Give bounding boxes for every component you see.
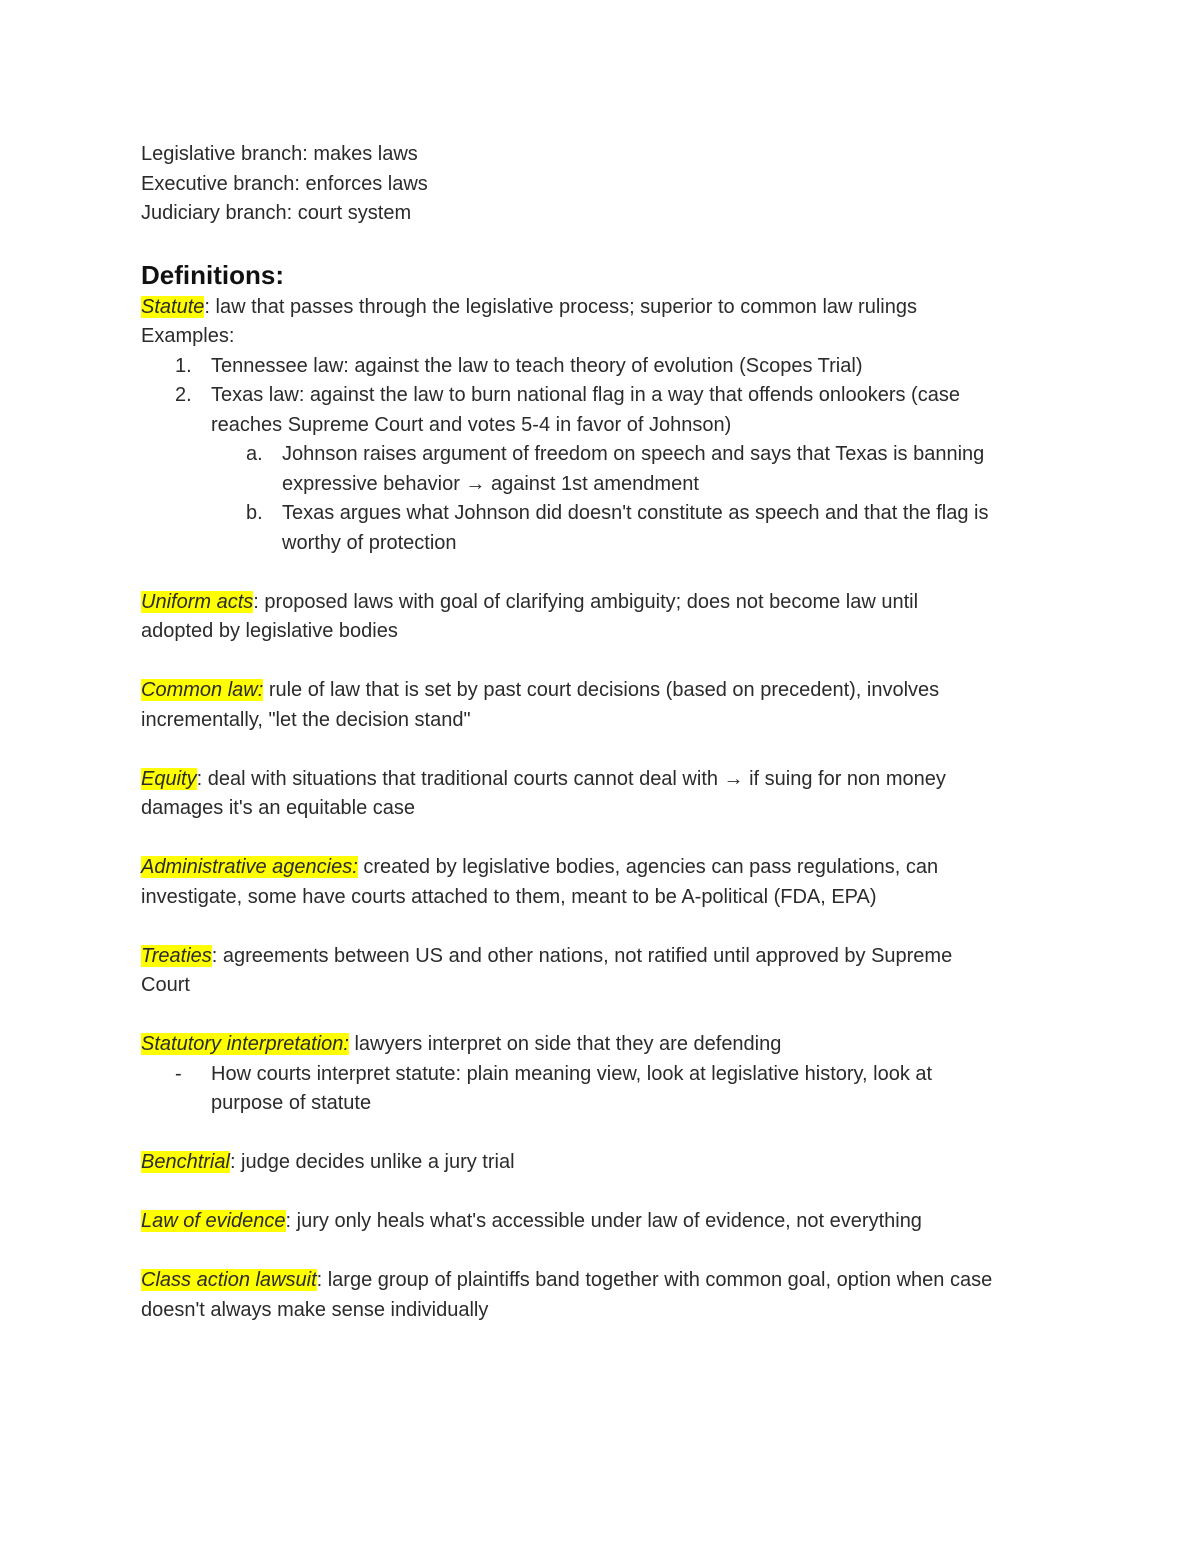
branch-executive: Executive branch: enforces laws — [141, 172, 428, 195]
definition-text: rule of law that is set by past court decisions (based on precedent), involves — [263, 679, 940, 701]
definition-text: : agreements between US and other nations, not ratified until approved by Supreme — [211, 944, 953, 967]
term-highlight: Benchtrial — [141, 1151, 230, 1173]
definition-text: : proposed laws with goal of clarifying ambiguity; does not become law until — [253, 590, 919, 613]
term-highlight: Treaties — [141, 944, 212, 967]
list-item-text: Johnson raises argument of freedom on speech and says that Texas is banning — [282, 443, 985, 465]
definition-statute — [141, 293, 1071, 559]
definition-text: : law that passes through the legislative process; superior to common law rulings — [204, 295, 917, 318]
definition-class-action-lawsuit — [141, 1266, 1071, 1325]
list-item-text: reaches Supreme Court and votes 5-4 in favor of Johnson) — [211, 413, 732, 436]
bullet-list — [141, 1060, 1071, 1119]
list-item-text: Tennessee law: against the law to teach theory of evolution (Scopes Trial) — [211, 354, 863, 377]
definition-administrative-agencies — [141, 853, 1071, 912]
list-marker: b. — [246, 502, 263, 524]
list-item-text: How courts interpret statute: plain meaning view, look at legislative history, look at — [211, 1062, 933, 1085]
definition-text: : judge decides unlike a jury trial — [229, 1151, 515, 1173]
list-item-text: worthy of protection — [282, 531, 457, 554]
term-highlight: Law of evidence — [141, 1210, 286, 1232]
list-marker: - — [175, 1062, 182, 1085]
definition-line — [141, 1030, 1071, 1060]
definition-line: damages it's an equitable case — [141, 797, 415, 819]
term-highlight: Common law: — [141, 679, 264, 701]
list-item-text: Texas law: against the law to burn national flag in a way that offends onlookers (case — [211, 384, 960, 406]
examples-list — [141, 352, 1071, 441]
branch-judiciary: Judiciary branch: court system — [141, 202, 412, 224]
definition-common-law — [141, 676, 1071, 735]
definition-treaties — [141, 942, 1071, 1001]
examples-label: Examples: — [141, 325, 235, 347]
definition-text: : deal with situations that traditional courts cannot deal with → if suing for non money — [196, 767, 946, 790]
term-highlight: Statute — [141, 295, 205, 318]
term-highlight: Statutory interpretation: — [141, 1033, 349, 1055]
definition-line: adopted by legislative bodies — [141, 620, 398, 642]
definition-line — [141, 676, 1071, 706]
definition-benchtrial — [141, 1148, 1071, 1178]
definition-text: lawyers interpret on side that they are defending — [348, 1033, 782, 1055]
definition-line: doesn't always make sense individually — [141, 1298, 489, 1321]
definition-line — [141, 1207, 1071, 1237]
list-marker: 1. — [175, 354, 192, 377]
definition-line: Court — [141, 974, 190, 996]
definition-text: : jury only heals what's accessible under law of evidence, not everything — [285, 1210, 922, 1232]
document-page — [141, 140, 1071, 1325]
definition-statutory-interpretation — [141, 1030, 1071, 1119]
term-highlight: Equity — [141, 767, 197, 790]
definition-line: incrementally, "let the decision stand" — [141, 708, 471, 731]
branch-legislative: Legislative branch: makes laws — [141, 143, 418, 165]
list-marker: 2. — [175, 384, 192, 406]
definition-equity — [141, 765, 1071, 824]
list-item-text: Texas argues what Johnson did doesn't constitute as speech and that the flag is — [282, 502, 989, 524]
definition-law-of-evidence — [141, 1207, 1071, 1237]
list-item — [141, 381, 1071, 440]
definition-line: investigate, some have courts attached to them, meant to be A-political (FDA, EPA) — [141, 885, 877, 908]
definition-line — [141, 853, 1071, 883]
list-item-text: purpose of statute — [211, 1092, 372, 1114]
definition-line — [141, 588, 1071, 618]
list-item — [141, 352, 1071, 382]
branches-list — [141, 140, 1071, 229]
list-marker: a. — [246, 443, 263, 465]
definitions-heading: Definitions: — [141, 259, 284, 290]
definition-line — [141, 1266, 1071, 1296]
definition-line — [141, 293, 1071, 323]
definition-text: : large group of plaintiffs band together with common goal, option when case — [316, 1269, 993, 1291]
definition-line — [141, 765, 1071, 795]
definition-line — [141, 942, 1071, 972]
definition-line — [141, 1148, 1071, 1178]
definition-text: created by legislative bodies, agencies can pass regulations, can — [357, 856, 939, 878]
list-item — [141, 440, 1071, 499]
definition-uniform-acts — [141, 588, 1071, 647]
term-highlight: Uniform acts — [141, 590, 254, 613]
list-item-text: expressive behavior → against 1st amendment — [282, 472, 699, 495]
list-item — [141, 499, 1071, 558]
term-highlight: Administrative agencies: — [141, 856, 358, 878]
list-item — [141, 1060, 1071, 1119]
term-highlight: Class action lawsuit — [141, 1269, 317, 1291]
sub-examples-list — [141, 440, 1071, 558]
